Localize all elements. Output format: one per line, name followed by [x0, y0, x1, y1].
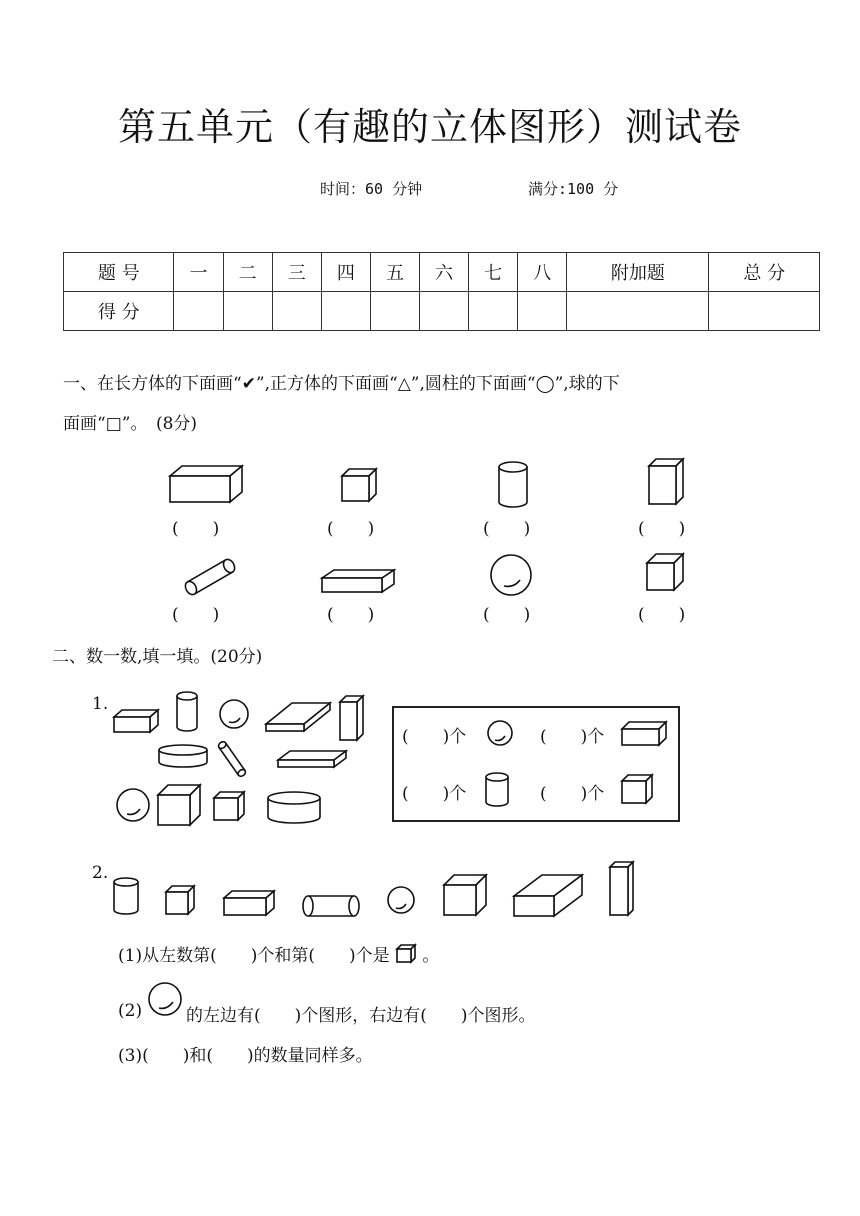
cube-icon — [620, 773, 654, 805]
tilted-cylinder-icon — [180, 556, 240, 598]
tall-cuboid-icon — [608, 860, 636, 918]
score-cell[interactable] — [321, 292, 370, 331]
problem-1-label: 1. — [92, 694, 109, 714]
sphere-icon — [146, 980, 184, 1018]
question-1-end: 。 — [422, 946, 440, 966]
count-blank-sphere[interactable]: ( )个 — [402, 727, 467, 747]
header-cell: 六 — [420, 253, 469, 292]
score-cell[interactable] — [709, 292, 820, 331]
cube-icon — [156, 783, 202, 827]
score-cell[interactable] — [567, 292, 709, 331]
time-info: 时间：60 分钟 — [320, 180, 423, 198]
question-2-text: 的左边有( )个图形，右边有( )个图形。 — [186, 1006, 536, 1026]
question-2-label: (2) — [118, 1001, 143, 1021]
answer-blank[interactable]: ( ) — [172, 605, 220, 625]
cylinder-icon — [483, 772, 511, 808]
flat-cuboid-icon — [512, 872, 584, 918]
answer-blank[interactable]: ( ) — [327, 605, 375, 625]
answer-blank[interactable]: ( ) — [327, 519, 375, 539]
cube-icon — [645, 552, 687, 594]
answer-blank[interactable]: ( ) — [483, 519, 531, 539]
lying-cylinder-icon — [300, 893, 362, 919]
cuboid-icon — [168, 464, 244, 504]
header-cell: 一 — [174, 253, 223, 292]
row-label: 得 分 — [64, 292, 174, 331]
answer-blank[interactable]: ( ) — [172, 519, 220, 539]
score-cell[interactable] — [370, 292, 419, 331]
cuboid-icon — [222, 888, 276, 918]
answer-blank[interactable]: ( ) — [483, 605, 531, 625]
short-cylinder-icon — [157, 743, 209, 771]
count-blank-cuboid[interactable]: ( )个 — [540, 727, 605, 747]
cylinder-icon — [175, 690, 199, 734]
cuboid-icon — [112, 707, 160, 735]
short-cylinder-icon — [266, 790, 322, 826]
cube-icon — [164, 884, 196, 916]
sphere-icon — [488, 552, 534, 598]
cylinder-icon — [112, 877, 140, 917]
sphere-icon — [217, 697, 251, 731]
flat-cuboid-icon — [264, 700, 332, 734]
question-1-text: (1)从左数第( )个和第( )个是 — [118, 946, 390, 966]
count-blank-cube[interactable]: ( )个 — [540, 784, 605, 804]
cube-icon — [395, 943, 417, 963]
section2-heading: 二、数一数,填一填。(20分) — [52, 647, 263, 667]
flat-cuboid-icon — [276, 748, 348, 772]
question-3: (3)( )和( )的数量同样多。 — [118, 1046, 373, 1066]
header-cell: 附加题 — [567, 253, 709, 292]
score-cell[interactable] — [518, 292, 567, 331]
tilted-cylinder-icon — [215, 738, 249, 780]
answer-blank[interactable]: ( ) — [638, 519, 686, 539]
score-table — [63, 252, 820, 331]
table-row — [64, 292, 820, 331]
header-cell: 题 号 — [64, 253, 174, 292]
score-cell[interactable] — [174, 292, 223, 331]
count-blank-cylinder[interactable]: ( )个 — [402, 784, 467, 804]
problem-2-label: 2. — [92, 863, 109, 883]
page-title: 第五单元（有趣的立体图形）测试卷 — [117, 105, 742, 149]
header-cell: 八 — [518, 253, 567, 292]
question-1 — [118, 941, 439, 966]
section1-instruction-line1: 一、在长方体的下面画“✔”,正方体的下面画“△”,圆柱的下面画“◯”,球的下 — [63, 374, 620, 394]
header-cell: 三 — [272, 253, 321, 292]
tall-cuboid-icon — [647, 457, 687, 507]
header-cell: 四 — [321, 253, 370, 292]
sphere-icon — [385, 884, 419, 918]
cube-icon — [212, 790, 246, 822]
answer-blank[interactable]: ( ) — [638, 605, 686, 625]
score-cell[interactable] — [420, 292, 469, 331]
tall-cuboid-icon — [338, 694, 366, 742]
score-info: 满分:100 分 — [528, 180, 619, 198]
header-cell: 二 — [223, 253, 272, 292]
section1-instruction-line2: 面画“□”。 (8分) — [63, 414, 198, 434]
cube-icon — [442, 873, 488, 917]
header-cell: 七 — [469, 253, 518, 292]
header-cell: 五 — [370, 253, 419, 292]
score-cell[interactable] — [469, 292, 518, 331]
header-cell: 总 分 — [709, 253, 820, 292]
sphere-icon — [485, 718, 517, 748]
score-cell[interactable] — [223, 292, 272, 331]
sphere-icon — [114, 786, 152, 824]
cube-icon — [340, 467, 380, 503]
cylinder-icon — [497, 460, 529, 510]
flat-cuboid-icon — [320, 568, 396, 596]
cuboid-icon — [620, 720, 668, 748]
score-cell[interactable] — [272, 292, 321, 331]
table-row — [64, 253, 820, 292]
